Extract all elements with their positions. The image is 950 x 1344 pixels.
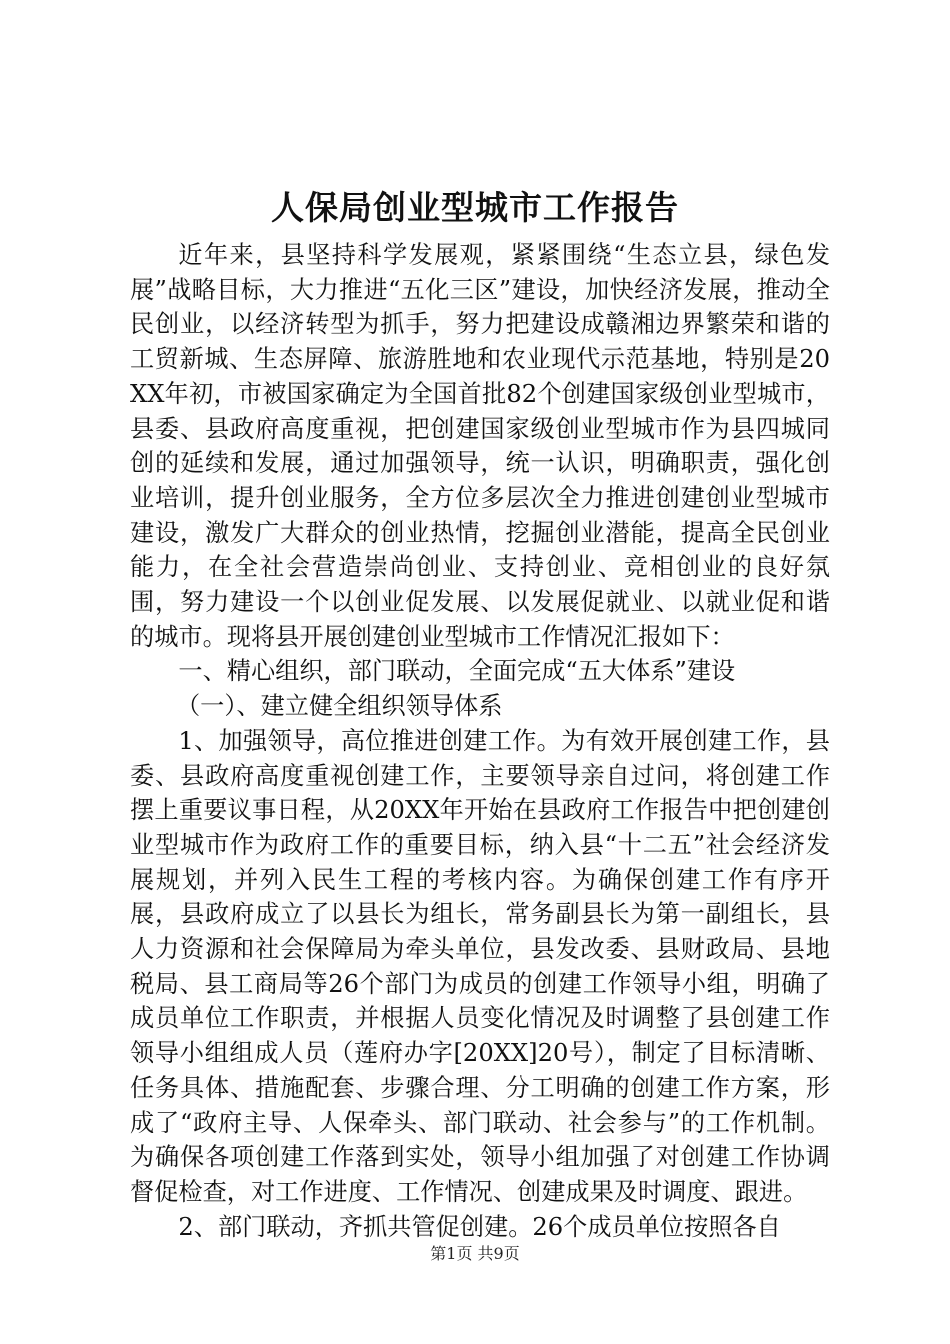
page-total: 共9页 <box>477 1244 520 1263</box>
document-title: 人保局创业型城市工作报告 <box>271 188 679 227</box>
paragraph-intro: 近年来，县坚持科学发展观，紧紧围绕“生态立县，绿色发展”战略目标，大力推进“五化三区”建设，加快经济发展，推动全民创业，以经济转型为抓手，努力把建设成赣湘边界繁荣和谐的工贸新城、生态屏障、旅游胜地和农业现代示范基地，特别是20XX年初，市被国家确定为全国首批82个创建国家级创业型城市，县委、县政府高度重视，把创建国家级创业型城市作为县四城同创的延续和发展，通过加强领导，统一认识，明确职责，强化创业培训，提升创业服务，全方位多层次全力推进创建创业型城市建设，激发广大群众的创业热情，挖掘创业潜能，提高全民创业能力，在全社会营造崇尚创业、支持创业、竞相创业的良好氛围，努力建设一个以创业促发展、以发展促就业、以就业促和谐的城市。现将县开展创建创业型城市工作情况汇报如下： <box>130 241 830 651</box>
subsection-heading-1: （一）、建立健全组织领导体系 <box>175 692 503 721</box>
paragraph-item-1: 1、加强领导，高位推进创建工作。为有效开展创建工作，县委、县政府高度重视创建工作，主要领导亲自过问，将创建工作摆上重要议事日程，从20XX年开始在县政府工作报告中把创建创业型城市作为政府工作的重要目标，纳入县“十二五”社会经济发展规划，并列入民生工程的考核内容。为确保创建工作有序开展，县政府成立了以县长为组长，常务副县长为第一副组长，县人力资源和社会保障局为牵头单位，县发改委、县财政局、县地税局、县工商局等26个部门为成员的创建工作领导小组，明确了成员单位工作职责，并根据人员变化情况及时调整了县创建工作领导小组组成人员（莲府办字[20XX]20号），制定了目标清晰、任务具体、措施配套、步骤合理、分工明确的创建工作方案，形成了“政府主导、人保牵头、部门联动、社会参与”的工作机制。为确保各项创建工作落到实处，领导小组加强了对创建工作协调督促检查，对工作进度、工作情况、创建成果及时调度、跟进。 <box>130 726 830 1206</box>
page-footer <box>0 1242 950 1266</box>
paragraph-item-2: 2、部门联动，齐抓共管促创建。26个成员单位按照各自 <box>178 1212 781 1241</box>
section-heading-1: 一、精心组织，部门联动，全面完成“五大体系”建设 <box>178 657 736 686</box>
document-body <box>130 238 830 1244</box>
page-number: 第1页 <box>430 1244 473 1263</box>
